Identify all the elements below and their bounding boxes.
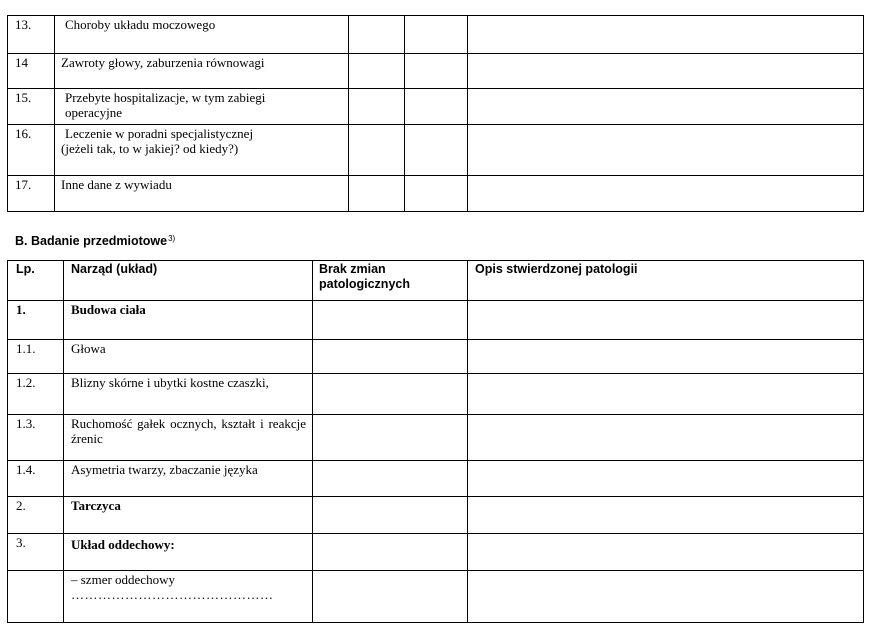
notes-cell[interactable]	[468, 89, 864, 125]
pathology-cell[interactable]	[468, 461, 864, 497]
no-change-cell[interactable]	[313, 301, 468, 340]
row-number: 17.	[8, 176, 55, 212]
header-organ: Narząd (układ)	[64, 261, 313, 301]
row-number: 1.1.	[8, 340, 64, 374]
table-row	[8, 461, 864, 497]
pathology-cell[interactable]	[468, 301, 864, 340]
row-number	[8, 571, 64, 623]
answer-cell[interactable]	[405, 125, 468, 176]
answer-cell[interactable]	[349, 125, 405, 176]
physical-exam-table	[7, 260, 864, 623]
exam-item-body-build: Budowa ciała	[64, 301, 313, 340]
exam-item-breath-sounds: – szmer oddechowy ………………………………………	[64, 571, 313, 623]
exam-item-scars: Blizny skórne i ubytki kostne czaszki,	[64, 374, 313, 415]
answer-cell[interactable]	[349, 16, 405, 54]
no-change-cell[interactable]	[313, 534, 468, 571]
answer-cell[interactable]	[349, 89, 405, 125]
table-row	[8, 534, 864, 571]
answer-cell[interactable]	[405, 89, 468, 125]
no-change-cell[interactable]	[313, 461, 468, 497]
exam-item-face-asymmetry: Asymetria twarzy, zbaczanie języka	[64, 461, 313, 497]
row-number: 16.	[8, 125, 55, 176]
table-row	[8, 16, 864, 54]
notes-cell[interactable]	[468, 125, 864, 176]
header-no-change: Brak zmian patologicznych	[313, 261, 468, 301]
dotted-fill-line: ………………………………………	[71, 587, 274, 602]
answer-cell[interactable]	[349, 54, 405, 89]
history-item-hospitalizations: Przebyte hospitalizacje, w tym zabiegi operacyjne	[55, 89, 349, 125]
medical-history-table	[7, 15, 864, 212]
row-number: 15.	[8, 89, 55, 125]
exam-item-head: Głowa	[64, 340, 313, 374]
pathology-cell[interactable]	[468, 497, 864, 534]
row-number: 1.2.	[8, 374, 64, 415]
notes-cell[interactable]	[468, 54, 864, 89]
no-change-cell[interactable]	[313, 415, 468, 461]
header-description: Opis stwierdzonej patologii	[468, 261, 864, 301]
pathology-cell[interactable]	[468, 340, 864, 374]
row-number: 14	[8, 54, 55, 89]
table-row	[8, 497, 864, 534]
row-number: 13.	[8, 16, 55, 54]
table-row	[8, 415, 864, 461]
no-change-cell[interactable]	[313, 571, 468, 623]
row-number: 2.	[8, 497, 64, 534]
table-row	[8, 89, 864, 125]
pathology-cell[interactable]	[468, 571, 864, 623]
history-item-other: Inne dane z wywiadu	[55, 176, 349, 212]
pathology-cell[interactable]	[468, 374, 864, 415]
answer-cell[interactable]	[349, 176, 405, 212]
table-row	[8, 301, 864, 340]
notes-cell[interactable]	[468, 176, 864, 212]
pathology-cell[interactable]	[468, 415, 864, 461]
history-item-specialist-treatment: Leczenie w poradni specjalistycznej (jeżeli tak, to w jakiej? od kiedy?)	[55, 125, 349, 176]
table-row	[8, 54, 864, 89]
exam-item-thyroid: Tarczyca	[64, 497, 313, 534]
answer-cell[interactable]	[405, 54, 468, 89]
table-header-row	[8, 261, 864, 301]
exam-item-respiratory: Układ oddechowy:	[64, 534, 313, 571]
no-change-cell[interactable]	[313, 340, 468, 374]
section-b-title: B. Badanie przedmiotowe$^{3)}$	[15, 234, 176, 248]
row-number: 3.	[8, 534, 64, 571]
row-number: 1.3.	[8, 415, 64, 461]
row-number: 1.	[8, 301, 64, 340]
answer-cell[interactable]	[405, 16, 468, 54]
table-row	[8, 125, 864, 176]
history-item-urinary: Choroby układu moczowego	[55, 16, 349, 54]
no-change-cell[interactable]	[313, 497, 468, 534]
table-row	[8, 340, 864, 374]
no-change-cell[interactable]	[313, 374, 468, 415]
pathology-cell[interactable]	[468, 534, 864, 571]
table-row	[8, 571, 864, 623]
answer-cell[interactable]	[405, 176, 468, 212]
footnote-marker: 3)	[168, 234, 176, 243]
row-number: 1.4.	[8, 461, 64, 497]
notes-cell[interactable]	[468, 16, 864, 54]
header-lp: Lp.	[8, 261, 64, 301]
history-item-dizziness: Zawroty głowy, zaburzenia równowagi	[55, 54, 349, 89]
table-row	[8, 374, 864, 415]
table-row	[8, 176, 864, 212]
exam-item-eye-movement: Ruchomość gałek ocznych, kształt i reakcje źrenic	[64, 415, 313, 461]
